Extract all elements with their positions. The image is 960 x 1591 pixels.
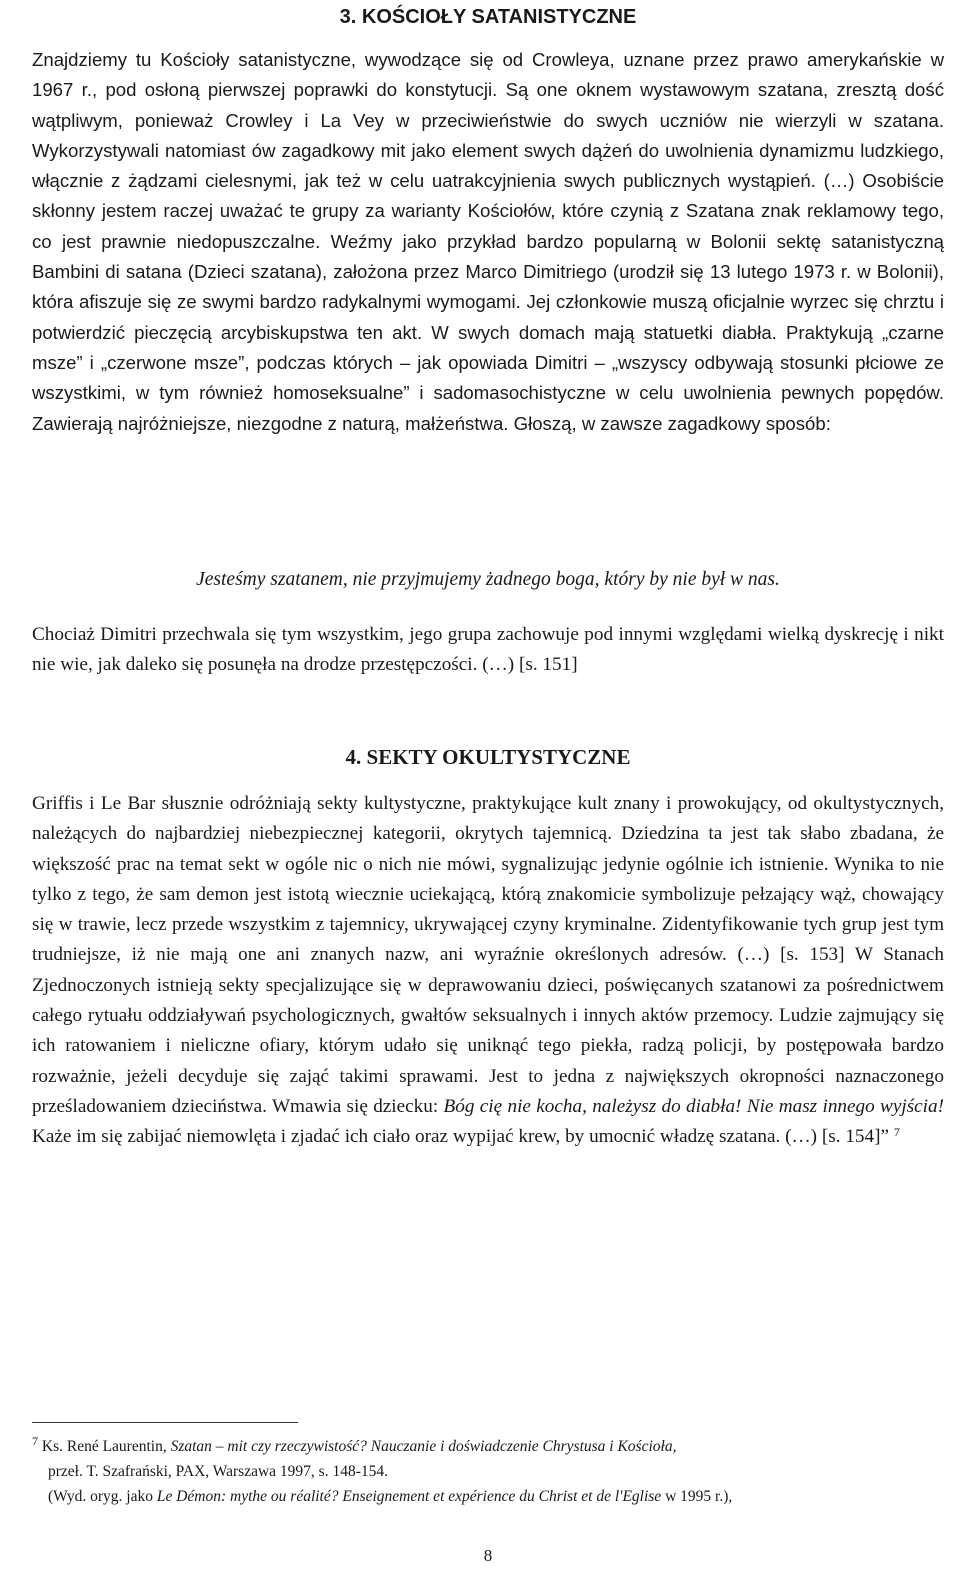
footnote-original-prefix: (Wyd. oryg. jako: [48, 1488, 157, 1505]
italic-phrase-god-doesnt-love: Bóg cię nie kocha, należysz do diabła! Nie masz innego wyjścia!: [443, 1095, 944, 1117]
paragraph-dimitri-discretion: Chociaż Dimitri przechwala się tym wszystkim, jego grupa zachowuje pod innymi względami wielką dyskrecję i nikt nie wie, jak daleko się posunęła na drodze przestępczości. (…) [s. 151]: [32, 624, 944, 676]
footnote-number: 7: [32, 1434, 38, 1448]
footnote-line-2: przeł. T. Szafrański, PAX, Warszawa 1997, s. 148-154.: [48, 1463, 388, 1480]
footnote-line-3: [32, 1484, 944, 1509]
paragraph-occult-end: Każe im się zabijać niemowlęta i zjadać ich ciało oraz wypijać krew, by umocnić władzę szatana. (…) [s. 154]”: [32, 1126, 890, 1148]
quote-dimitri: Jesteśmy szatanem, nie przyjmujemy żadnego boga, który by nie był w nas.: [196, 569, 780, 590]
section-heading-occult-sects: 4. SEKTY OKULTYSTYCZNE: [345, 745, 631, 769]
section-heading-satanic-churches: 3. KOŚCIOŁY SATANISTYCZNE: [339, 6, 637, 28]
footnote-divider: [32, 1422, 298, 1423]
footnote-book-title: Szatan – mit czy rzeczywistość? Nauczanie i doświadczenie Chrystusa i Kościoła,: [170, 1438, 677, 1455]
footnote-author: Ks. René Laurentin,: [38, 1438, 171, 1455]
paragraph-occult-sects: [32, 789, 944, 1153]
footnote-original-suffix: w 1995 r.),: [661, 1488, 733, 1505]
footnote-original-title: Le Démon: mythe ou réalité? Enseignement et expérience du Christ et de l'Eglise: [156, 1488, 662, 1505]
footnote-line-1: [32, 1434, 944, 1459]
page-number: 8: [483, 1546, 493, 1565]
paragraph-occult-text: Griffis i Le Bar słusznie odróżniają sekty kultystyczne, praktykujące kult znany i prowokujący, od okultystycznych, należących do najbardziej niebezpiecznej kategorii, okrytych tajemnicą. Dziedzina ta jest tak słabo zbadana, że większość prac na temat sekt w ogóle nic o nich nie mówi, sygnalizując jedynie ogólnie ich istnienie. Wynika to nie tylko z tego, że sam demon jest istotą wiecznie uciekającą, którą znakomicie symbolizuje pełzający wąż, chowający się w trawie, lecz przede wszystkim z tajemnicy, ukrywającej czyny kryminalne. Zidentyfikowanie tych grup jest tym trudniejsze, iż nie mają one ani znanych nazw, ani wyraźnie określonych adresów. (…) [s. 153] W Stanach Zjednoczonych istnieją sekty specjalizujące się w deprawowaniu dzieci, poświęcanych szatanowi za pośrednictwem całego rytuału oddziaływań psychologicznych, gwałtów seksualnych i innych aktów przemocy. Ludzie zajmujący się ich ratowaniem i nieliczne ofiary, którym udało się uniknąć tego piekła, radzą policji, by postępowała bardzo rozważnie, jeżeli decyduje się zająć takimi sprawami. Jest to jedna z największych okropności naznaczonego prześladowaniem dzieciństwa. Wmawia się dziecku:: [32, 793, 944, 1117]
footnote: [32, 1434, 944, 1509]
footnote-reference[interactable]: 7: [893, 1125, 900, 1140]
paragraph-satanic-churches: Znajdziemy tu Kościoły satanistyczne, wywodzące się od Crowleya, uznane przez prawo amerykańskie w 1967 r., pod osłoną pierwszej poprawki do konstytucji. Są one oknem wystawowym szatana, zresztą dość wątpliwym, ponieważ Crowley i La Vey w przeciwieństwie do swych uczniów nie wierzyli w szatana. Wykorzystywali natomiast ów zagadkowy mit jako element swych dążeń do uwolnienia dynamizmu ludzkiego, włącznie z żądzami cielesnymi, jak też w celu uatrakcyjnienia swych publicznych wystąpień. (…) Osobiście skłonny jestem raczej uważać te grupy za warianty Kościołów, które czynią z Szatana znak reklamowy tego, co jest prawnie niedopuszczalne. Weźmy jako przykład bardzo popularną w Bolonii sektę satanistyczną Bambini di satana (Dzieci szatana), założona przez Marco Dimitriego (urodził się 13 lutego 1973 r. w Bolonii), która afiszuje się ze swymi bardzo radykalnymi wymogami. Jej członkowie muszą oficjalnie wyrzec się chrztu i potwierdzić pieczęcią arcybiskupstwa ten akt. W swych domach mają statuetki diabła. Praktykują „czarne msze” i „czerwone msze”, podczas których – jak opowiada Dimitri – „wszyscy odbywają stosunki płciowe ze wszystkimi, w tym również homoseksualne” i sadomasochistyczne w celu uwolnienia pewnych popędów. Zawierają najróżniejsze, niezgodne z naturą, małżeństwa. Głoszą, w zawsze zagadkowy sposób:: [32, 49, 944, 434]
